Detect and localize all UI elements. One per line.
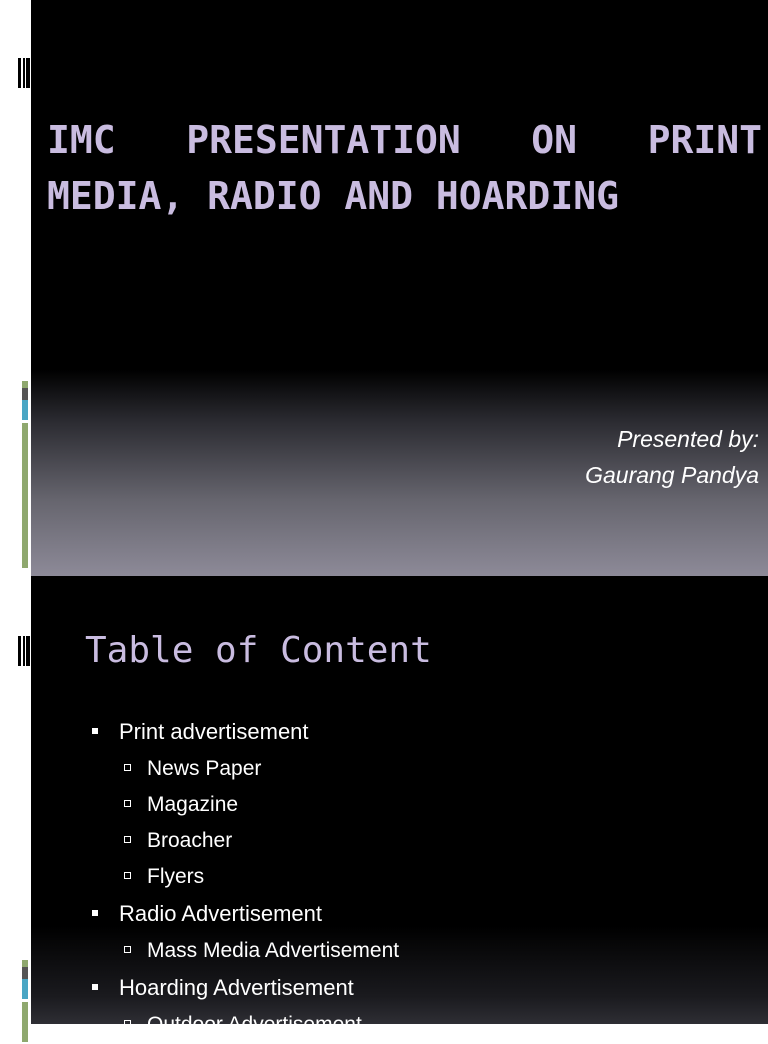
toc-title: Table of Content (85, 630, 432, 671)
film-strip-icon (18, 58, 30, 88)
presenter-block (585, 421, 759, 493)
toc-slide (0, 576, 768, 1036)
toc-item: Hoarding Advertisement (90, 970, 399, 1008)
toc-item: Print advertisement (90, 714, 399, 752)
accent-bars (20, 381, 29, 568)
slide-title: IMC PRESENTATION ON PRINT MEDIA, RADIO AND HOARDING (47, 118, 762, 218)
presenter-name: Gaurang Pandya (585, 462, 759, 488)
toc-item: Radio Advertisement (90, 896, 399, 934)
toc-subitem: News Paper (90, 752, 399, 788)
film-strip-icon (18, 636, 30, 666)
slide-left-strip (0, 0, 31, 576)
toc-subitem: Outdoor Advertisement (90, 1008, 399, 1044)
slide-left-strip (0, 576, 31, 1024)
toc-subitem: Magazine (90, 788, 399, 824)
toc-subitem: Mass Media Advertisement (90, 934, 399, 970)
toc-list (90, 714, 399, 1044)
accent-bars (20, 960, 29, 1042)
toc-subitem: Flyers (90, 860, 399, 896)
toc-subitem: Broacher (90, 824, 399, 860)
presenter-label: Presented by: (617, 426, 759, 452)
